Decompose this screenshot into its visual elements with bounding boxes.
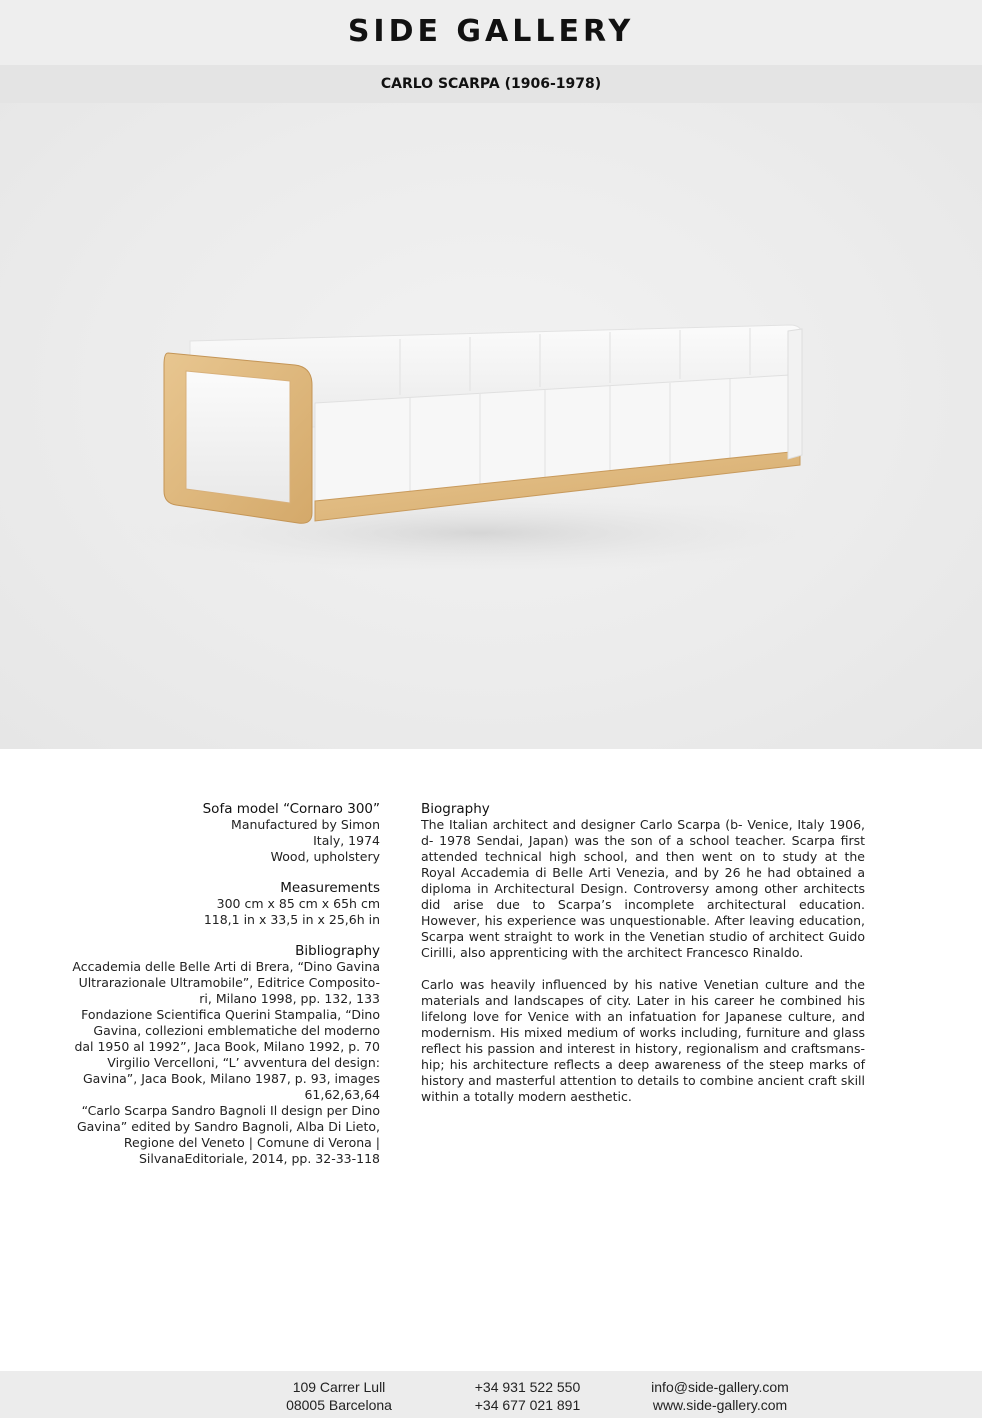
bibliography-line: Gavina” edited by Sandro Bagnoli, Alba Di Lieto, [76, 1119, 380, 1134]
biography-heading: Biography [421, 801, 490, 817]
product-title: Sofa model “Cornaro 300” [202, 801, 380, 817]
address-line: 109 Carrer Lull [292, 1379, 386, 1395]
product-line: Italy, 1974 [313, 833, 380, 848]
email-link[interactable]: info@side-gallery.com [651, 1379, 789, 1395]
phone-line: +34 677 021 891 [474, 1397, 581, 1413]
bibliography-line: Virgilio Vercelloni, “L’ avventura del design: [107, 1055, 380, 1070]
biography-paragraph: Carlo was heavily influenced by his native Venetian culture and the materials and landscapes of city. Later in his career he combined his lifelong love for Venice with an infatuation for Japanese culture, and modernism. His mixed medium of works including, furniture and glass reflect his passion and interest in history, regionalism and craftsmans-hip; his architecture reflects a deep awareness of the steep marks of history and masterful attention to details to combine ancient craft skill within a totally modern aesthetic. [421, 977, 865, 1104]
product-details [40, 801, 380, 1182]
website-link[interactable]: www.side-gallery.com [652, 1397, 788, 1413]
sofa-illustration [0, 103, 982, 749]
bibliography-line: Fondazione Scientifica Querini Stampalia, “Dino [81, 1007, 380, 1022]
measurement-line: 118,1 in x 33,5 in x 25,6h in [203, 912, 380, 927]
bibliography-line: “Carlo Scarpa Sandro Bagnoli Il design per Dino [81, 1103, 380, 1118]
footer-address [264, 1378, 414, 1414]
bibliography-line: Accademia delle Belle Arti di Brera, “Dino Gavina [72, 959, 380, 974]
bibliography-block [40, 943, 380, 1167]
bibliography-line: Ultrarazionale Ultramobile”, Editrice Composito- [78, 975, 380, 990]
address-line: 08005 Barcelona [286, 1397, 392, 1413]
bibliography-heading: Bibliography [295, 943, 380, 959]
product-line: Manufactured by Simon [231, 817, 380, 832]
bibliography-line: ri, Milano 1998, pp. 132, 133 [199, 991, 380, 1006]
bibliography-line: 61,62,63,64 [304, 1087, 380, 1102]
product-info [40, 801, 380, 865]
bibliography-line: dal 1950 al 1992”, Jaca Book, Milano 1992, p. 70 [74, 1039, 380, 1054]
footer-phones [450, 1378, 605, 1414]
biography-section [421, 801, 865, 1121]
biography-paragraph: The Italian architect and designer Carlo Scarpa (b- Venice, Italy 1906, d- 1978 Sendai, Japan) was the son of a school teacher. Scarpa first attended technical high school, and then went on to study at the Royal Accademia di Belle Arti Venezia, and by 26 he had obtained a diploma in Architectural Design. Controversy among other architects did arise due to Scarpa’s incomplete architectural education. However, his experience was unquestionable. After leaving education, Scarpa went straight to work in the Venetian studio of architect Guido Cirilli, also apprenticing with the architect Francesco Rinaldo. [421, 817, 865, 960]
bibliography-line: Regione del Veneto | Comune di Verona | [123, 1135, 380, 1150]
bibliography-line: SilvanaEditoriale, 2014, pp. 32-33-118 [138, 1151, 380, 1166]
product-photo [0, 103, 982, 749]
bibliography-line: Gavina”, Jaca Book, Milano 1987, p. 93, images [82, 1071, 380, 1086]
product-line: Wood, upholstery [270, 849, 380, 864]
phone-line: +34 931 522 550 [474, 1379, 581, 1395]
measurements-heading: Measurements [280, 880, 380, 896]
measurement-line: 300 cm x 85 cm x 65h cm [216, 896, 380, 911]
brand-logo: SIDE GALLERY [347, 14, 635, 49]
bibliography-line: Gavina, collezioni emblematiche del moderno [93, 1023, 380, 1038]
footer-web [630, 1378, 810, 1414]
designer-title: CARLO SCARPA (1906-1978) [380, 76, 602, 92]
measurements-block [40, 880, 380, 928]
